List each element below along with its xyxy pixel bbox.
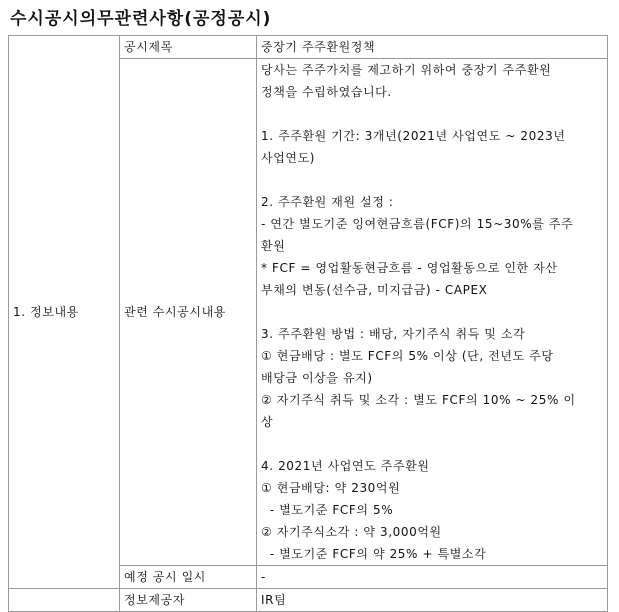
provider-value: IR팀: [261, 593, 287, 607]
date-label: 예정 공시 일시: [124, 570, 206, 584]
content-line: - 별도기준 FCF의 약 25% + 특별소각: [261, 547, 487, 561]
empty-section-cell: [9, 589, 120, 612]
provider-value-cell: [257, 589, 608, 612]
content-line: 사업연도): [261, 151, 316, 165]
content-text: [261, 59, 603, 565]
content-line: [261, 301, 603, 323]
content-line: 4. 2021년 사업연도 주주환원: [261, 459, 430, 473]
title-label: 공시제목: [124, 40, 173, 54]
section-label: 1. 정보내용: [13, 305, 79, 319]
date-value-cell: [257, 566, 608, 589]
content-line: ① 현금배당 : 별도 FCF의 5% 이상 (단, 전년도 주당: [261, 349, 554, 363]
provider-label-cell: [120, 589, 257, 612]
content-line: [261, 169, 603, 191]
title-value: 중장기 주주환원정책: [261, 40, 376, 54]
content-line: 상: [261, 415, 274, 429]
content-line: - 연간 별도기준 잉여현금흐름(FCF)의 15~30%를 주주: [261, 217, 574, 231]
content-line: [261, 433, 603, 455]
date-label-cell: [120, 566, 257, 589]
content-line: - 별도기준 FCF의 5%: [261, 503, 394, 517]
content-line: 부채의 변동(선수금, 미지급금) - CAPEX: [261, 283, 488, 297]
content-line: [261, 103, 603, 125]
content-line: ② 자기주식소각 : 약 3,000억원: [261, 525, 442, 539]
content-line: ① 현금배당: 약 230억원: [261, 481, 401, 495]
content-line: 3. 주주환원 방법 : 배당, 자기주식 취득 및 소각: [261, 327, 526, 341]
content-label-cell: [120, 59, 257, 566]
content-line: 환원: [261, 239, 286, 253]
page-title: 수시공시의무관련사항(공정공시): [10, 9, 272, 29]
table-row: [9, 589, 608, 612]
provider-label: 정보제공자: [124, 593, 185, 607]
date-value: -: [261, 570, 266, 584]
content-line: * FCF = 영업활동현금흐름 - 영업활동으로 인한 자산: [261, 261, 558, 275]
section-label-cell: [9, 36, 120, 589]
content-label: 관련 수시공시내용: [124, 305, 226, 319]
content-line: 배당금 이상을 유지): [261, 371, 373, 385]
content-line: 당사는 주주가치를 제고하기 위하여 중장기 주주환원: [261, 63, 552, 77]
title-value-cell: [257, 36, 608, 59]
content-line: 1. 주주환원 기간: 3개년(2021년 사업연도 ~ 2023년: [261, 129, 566, 143]
table-row: [9, 36, 608, 59]
content-line: 2. 주주환원 재원 설정 :: [261, 195, 394, 209]
content-line: ② 자기주식 취득 및 소각 : 별도 FCF의 10% ~ 25% 이: [261, 393, 576, 407]
title-label-cell: [120, 36, 257, 59]
content-value-cell: [257, 59, 608, 566]
disclosure-table: [8, 35, 608, 612]
content-line: 정책을 수립하였습니다.: [261, 85, 392, 99]
